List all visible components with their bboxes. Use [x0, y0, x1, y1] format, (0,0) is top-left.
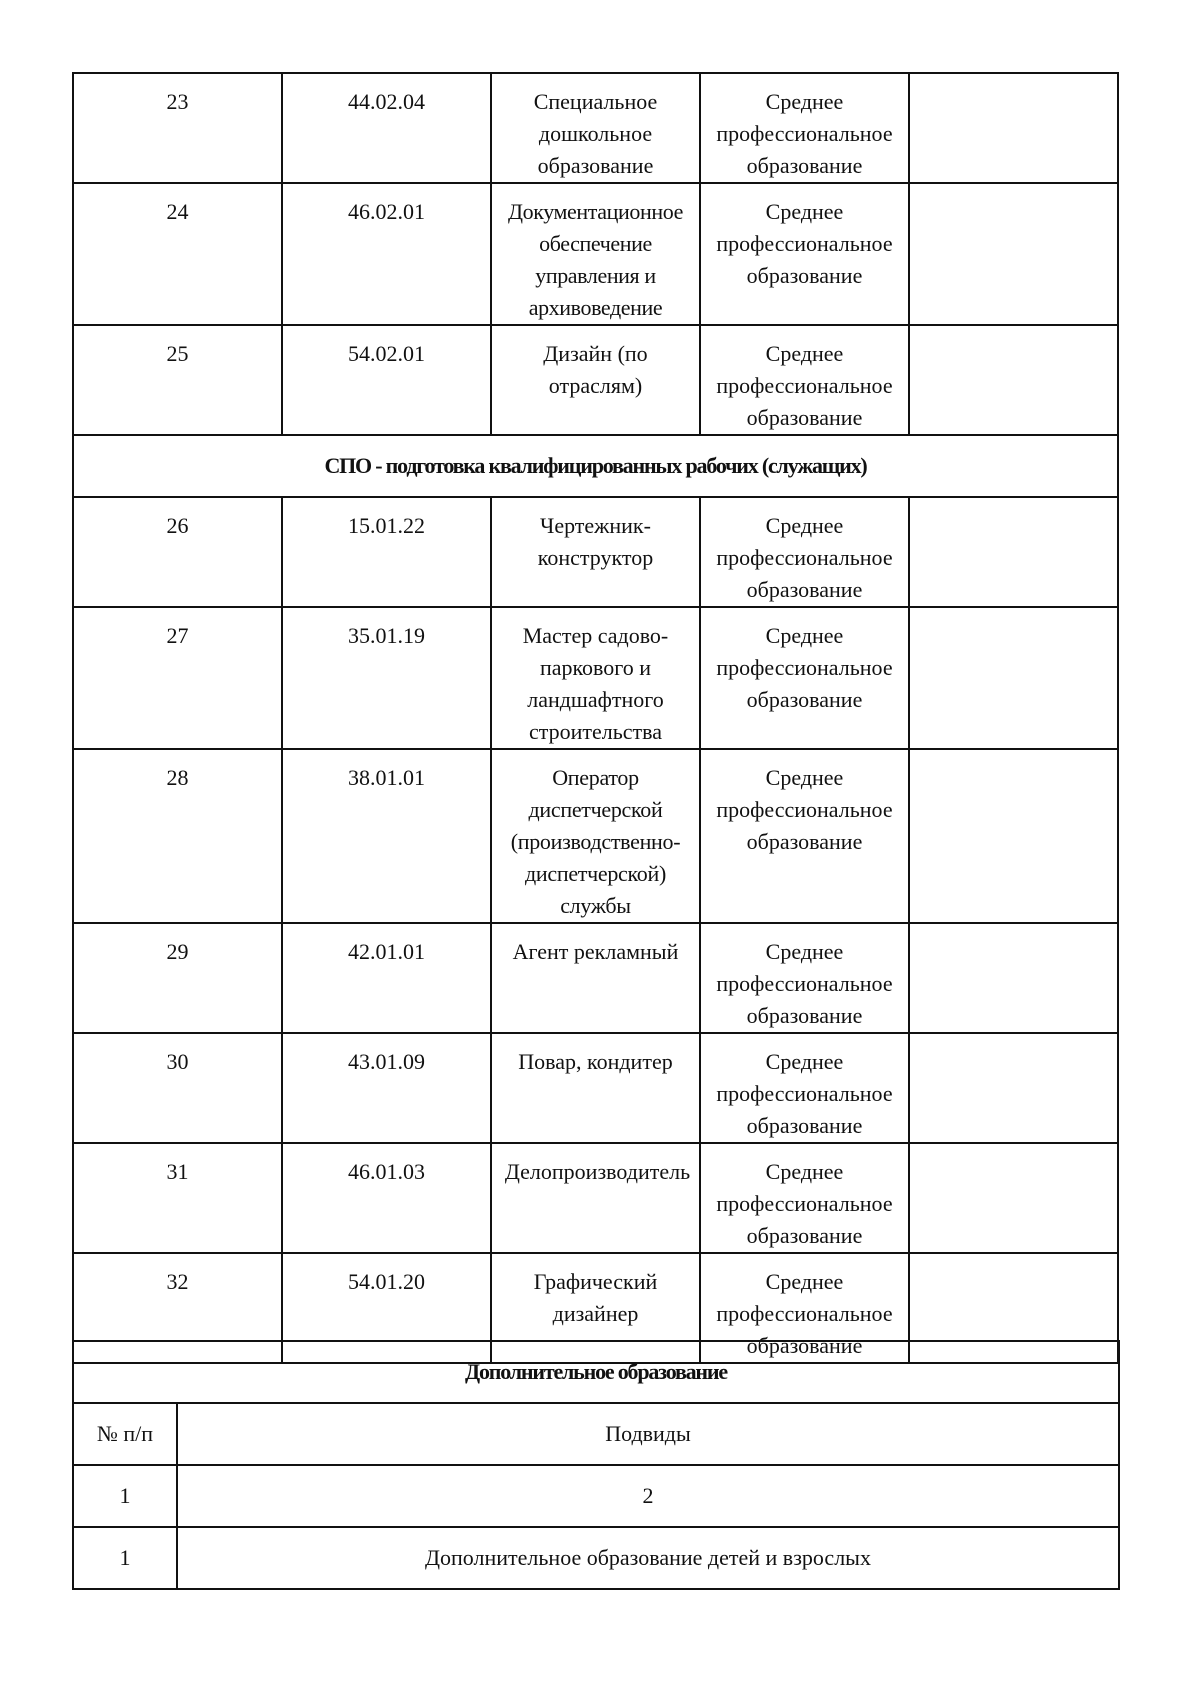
column-header-number: № п/п	[73, 1403, 177, 1465]
profession-name-cell: Мастер садово-паркового и ландшафтного строительства	[491, 607, 700, 749]
table-row	[73, 749, 1118, 923]
table-row	[73, 607, 1118, 749]
education-level-cell: Среднее профессиональное образование	[700, 183, 909, 325]
table-row	[73, 923, 1118, 1033]
education-level-cell: Среднее профессиональное образование	[700, 1143, 909, 1253]
extra-cell	[909, 325, 1118, 435]
code-cell: 44.02.04	[282, 73, 491, 183]
code-cell: 15.01.22	[282, 497, 491, 607]
table-row	[73, 1143, 1118, 1253]
extra-cell	[909, 749, 1118, 923]
row-number-cell: 32	[73, 1253, 282, 1363]
code-cell: 35.01.19	[282, 607, 491, 749]
profession-name-cell: Агент рекламный	[491, 923, 700, 1033]
additional-education-title: Дополнительное образование	[73, 1341, 1119, 1403]
extra-cell	[909, 1143, 1118, 1253]
education-level-cell: Среднее профессиональное образование	[700, 749, 909, 923]
table-row	[73, 183, 1118, 325]
extra-cell	[909, 73, 1118, 183]
row-number-cell: 26	[73, 497, 282, 607]
row-number-cell: 28	[73, 749, 282, 923]
extra-cell	[909, 1033, 1118, 1143]
education-level-cell: Среднее профессиональное образование	[700, 1253, 909, 1363]
section-header-row	[73, 435, 1118, 497]
extra-cell	[909, 607, 1118, 749]
table-row	[73, 1527, 1119, 1589]
row-number-cell: 1	[73, 1527, 177, 1589]
row-number-cell: 30	[73, 1033, 282, 1143]
profession-name-cell: Графический дизайнер	[491, 1253, 700, 1363]
additional-education-table	[72, 1340, 1120, 1590]
education-level-cell: Среднее профессиональное образование	[700, 1033, 909, 1143]
code-cell: 46.01.03	[282, 1143, 491, 1253]
row-number-cell: 25	[73, 325, 282, 435]
profession-name-cell: Чертежник-конструктор	[491, 497, 700, 607]
profession-name-cell: Делопроизводитель	[491, 1143, 700, 1253]
education-level-cell: Среднее профессиональное образование	[700, 497, 909, 607]
row-number-cell: 27	[73, 607, 282, 749]
code-cell: 54.01.20	[282, 1253, 491, 1363]
code-cell: 42.01.01	[282, 923, 491, 1033]
extra-cell	[909, 497, 1118, 607]
table-row	[73, 325, 1118, 435]
row-number-cell: 31	[73, 1143, 282, 1253]
subtype-cell: Дополнительное образование детей и взрослых	[177, 1527, 1119, 1589]
extra-cell	[909, 183, 1118, 325]
education-level-cell: Среднее профессиональное образование	[700, 923, 909, 1033]
education-level-cell: Среднее профессиональное образование	[700, 73, 909, 183]
profession-name-cell: Документационное обеспечение управления и архивоведение	[491, 183, 700, 325]
header-row	[73, 1403, 1119, 1465]
education-level-cell: Среднее профессиональное образование	[700, 325, 909, 435]
subtype-cell: 2	[177, 1465, 1119, 1527]
table-row	[73, 497, 1118, 607]
profession-name-cell: Повар, кондитер	[491, 1033, 700, 1143]
table-row	[73, 1465, 1119, 1527]
extra-cell	[909, 923, 1118, 1033]
column-header-subtypes: Подвиды	[177, 1403, 1119, 1465]
row-number-cell: 24	[73, 183, 282, 325]
code-cell: 43.01.09	[282, 1033, 491, 1143]
profession-name-cell: Специальное дошкольное образование	[491, 73, 700, 183]
code-cell: 46.02.01	[282, 183, 491, 325]
code-cell: 38.01.01	[282, 749, 491, 923]
table-row	[73, 1033, 1118, 1143]
profession-name-cell: Дизайн (по отраслям)	[491, 325, 700, 435]
table-row	[73, 73, 1118, 183]
row-number-cell: 29	[73, 923, 282, 1033]
education-level-cell: Среднее профессиональное образование	[700, 607, 909, 749]
title-row	[73, 1341, 1119, 1403]
row-number-cell: 23	[73, 73, 282, 183]
code-cell: 54.02.01	[282, 325, 491, 435]
section-header: СПО - подготовка квалифицированных рабочих (служащих)	[73, 435, 1118, 497]
professions-table	[72, 72, 1119, 1364]
row-number-cell: 1	[73, 1465, 177, 1527]
profession-name-cell: Оператор диспетчерской (производственно-диспетчерской) службы	[491, 749, 700, 923]
